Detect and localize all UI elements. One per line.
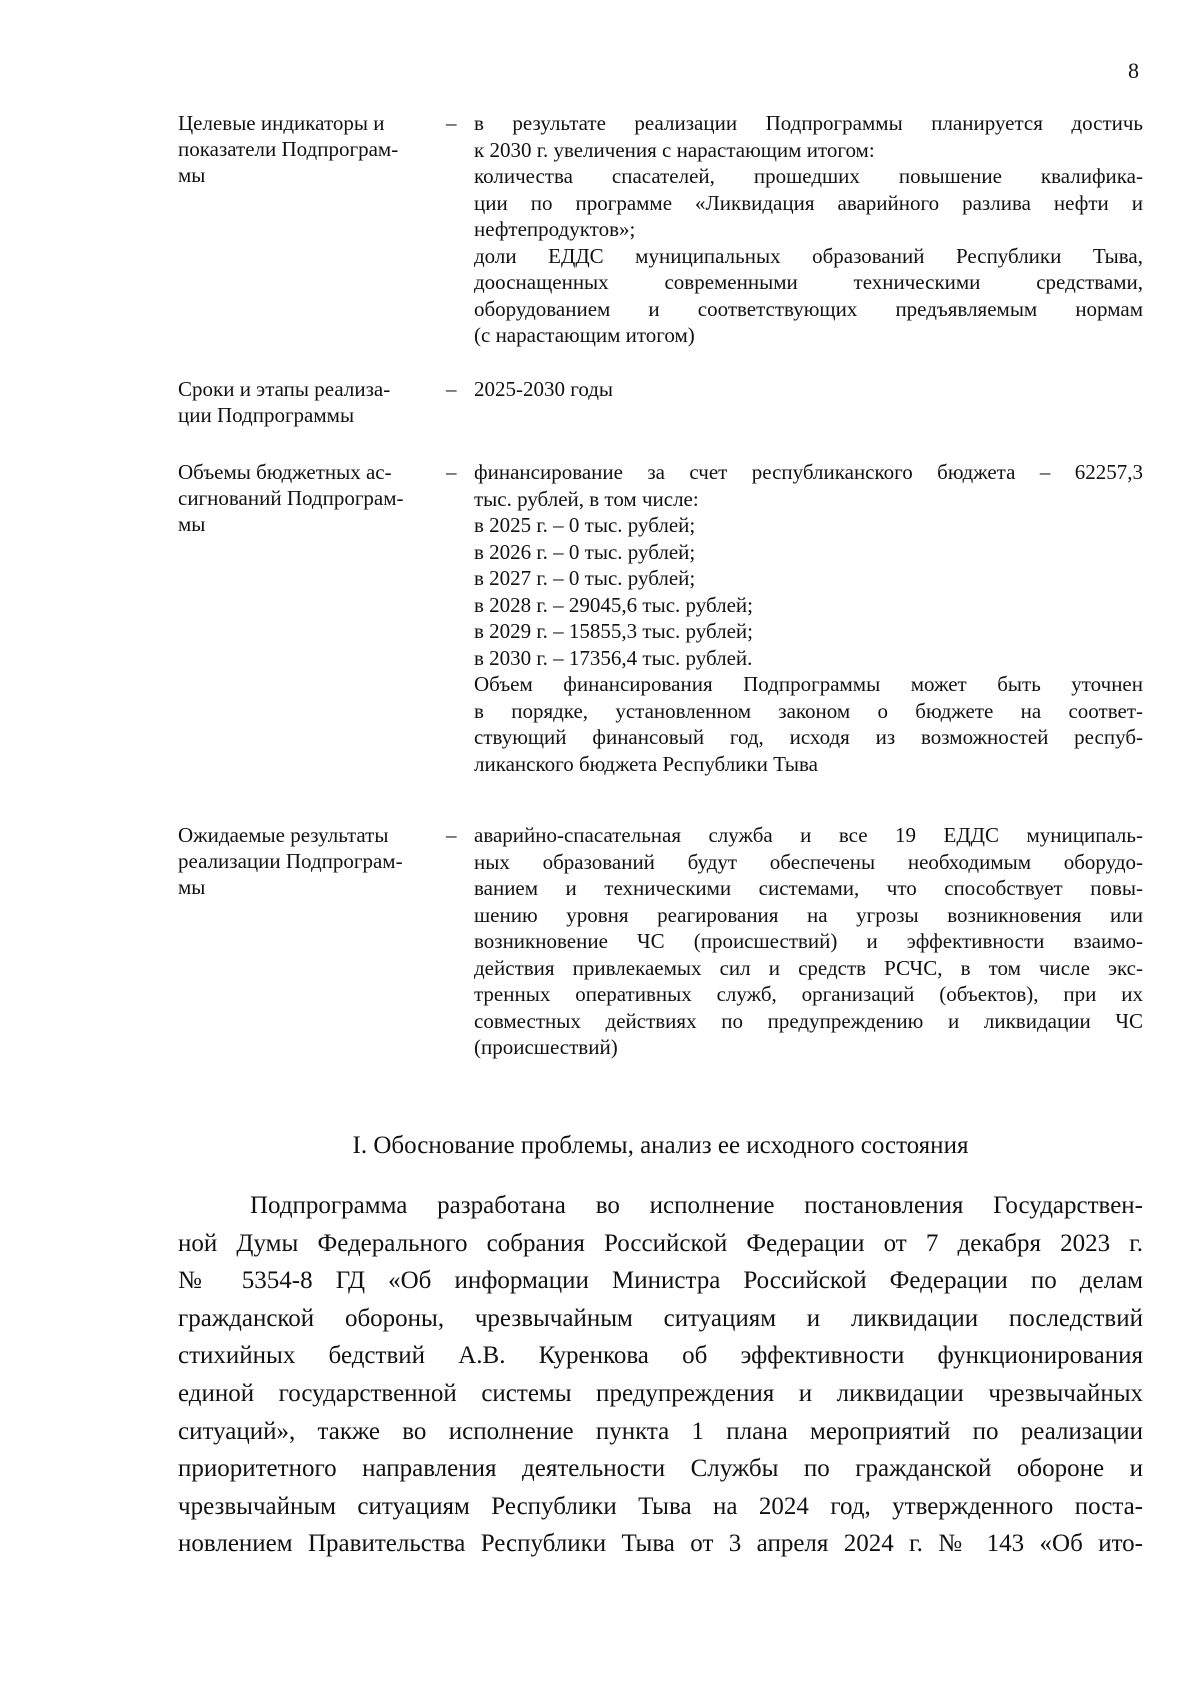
passport-row-budget — [178, 459, 1143, 822]
label-line: Объемы бюджетных ас- — [178, 460, 392, 484]
row-label — [178, 822, 446, 1061]
row-value — [474, 110, 1143, 376]
row-label — [178, 459, 446, 822]
row-value — [474, 459, 1143, 822]
body-line: Подпрограмма разработана во исполнение постановления Государствен- — [250, 1192, 1143, 1219]
row-dash: – — [446, 377, 457, 401]
value-line: ствующий финансовый год, исходя из возможностей респуб- — [474, 725, 1143, 749]
value-line: в 2030 г. – 17356,4 тыс. рублей. — [474, 645, 753, 670]
label-line: мы — [178, 875, 206, 899]
value-line: финансирование за счет республиканского бюджета – 62257,3 — [474, 460, 1143, 484]
value-line: в 2027 г. – 0 тыс. рублей; — [474, 566, 696, 590]
row-label — [178, 376, 446, 459]
value-line: доли ЕДДС муниципальных образований Республики Тыва, — [474, 243, 1143, 268]
body-line: единой государственной системы предупреждения и ликвидации чрезвычайных — [178, 1379, 1143, 1407]
label-line: показатели Подпрограм- — [178, 137, 399, 161]
value-line: количества спасателей, прошедших повышение квалифика- — [474, 164, 1143, 188]
body-line: чрезвычайным ситуациям Республики Тыва на 2024 год, утвержденного поста- — [178, 1492, 1143, 1520]
label-line: Целевые индикаторы и — [178, 111, 385, 135]
value-line: шению уровня реагирования на угрозы возникновения или — [474, 902, 1143, 927]
value-line: в результате реализации Подпрограммы планируется достичь — [474, 111, 1143, 135]
value-line: нефтепродуктов»; — [474, 217, 636, 241]
row-label — [178, 110, 446, 376]
label-line: Ожидаемые результаты — [178, 823, 389, 847]
value-line: тыс. рублей, в том числе: — [474, 486, 699, 511]
passport-row-timeframe — [178, 376, 1143, 459]
body-line: ной Думы Федерального собрания Российской Федерации от 7 декабря 2023 г. — [178, 1229, 1143, 1257]
value-line: совместных действиях по предупреждению и ликвидации ЧС — [474, 1008, 1143, 1033]
value-line: дооснащенных современными техническими средствами, — [474, 270, 1143, 294]
label-line: мы — [178, 512, 206, 536]
value-line: ванием и техническими системами, что способствует повы- — [474, 876, 1143, 900]
value-line: Объем финансирования Подпрограммы может быть уточнен — [474, 672, 1143, 696]
body-line: стихийных бедствий А.В. Куренкова об эффективности функционирования — [178, 1342, 1143, 1370]
row-dash: – — [446, 460, 457, 484]
passport-row-results — [178, 822, 1143, 1061]
label-line: реализации Подпрограм- — [178, 849, 403, 873]
value-line: возникновение ЧС (происшествий) и эффективности взаимо- — [474, 929, 1143, 953]
value-line: в 2028 г. – 29045,6 тыс. рублей; — [474, 592, 753, 617]
value-line: в 2029 г. – 15855,3 тыс. рублей; — [474, 619, 753, 643]
value-line: к 2030 г. увеличения с нарастающим итогом: — [474, 137, 875, 162]
body-line: приоритетного направления деятельности Службы по гражданской обороне и — [178, 1455, 1143, 1483]
body-line: № 5354-8 ГД «Об информации Министра Российской Федерации по делам — [178, 1267, 1143, 1295]
label-line: Сроки и этапы реализа- — [178, 377, 391, 401]
body-line: гражданской обороны, чрезвычайным ситуациям и ликвидации последствий — [178, 1304, 1143, 1332]
row-dash: – — [446, 823, 457, 847]
subprogram-passport-table — [178, 110, 1143, 1061]
passport-row-indicators — [178, 110, 1143, 376]
body-line: ситуаций», также во исполнение пункта 1 плана мероприятий по реализации — [178, 1417, 1143, 1445]
value-line: 2025-2030 годы — [474, 377, 614, 401]
row-dash: – — [446, 111, 457, 135]
label-line: ции Подпрограммы — [178, 403, 355, 427]
row-value — [474, 376, 1143, 459]
label-line: мы — [178, 163, 206, 187]
value-line: в 2026 г. – 0 тыс. рублей; — [474, 539, 696, 564]
body-line: новлением Правительства Республики Тыва от 3 апреля 2024 г. № 143 «Об ито- — [178, 1530, 1143, 1558]
value-line: ликанского бюджета Республики Тыва — [474, 751, 818, 776]
value-line: в порядке, установленном законом о бюджете на соответ- — [474, 698, 1143, 723]
value-line: действия привлекаемых сил и средств РСЧС, в том числе экс- — [474, 955, 1143, 980]
value-line: (с нарастающим итогом) — [474, 323, 695, 347]
value-line: ных образований будут обеспечены необходимым оборудо- — [474, 849, 1143, 874]
value-line: тренных оперативных служб, организаций (объектов), при их — [474, 982, 1143, 1006]
page-number: 8 — [1128, 58, 1139, 83]
value-line: оборудованием и соответствующих предъявляемым нормам — [474, 296, 1143, 321]
label-line: сигнований Подпрограм- — [178, 486, 404, 510]
value-line: ции по программе «Ликвидация аварийного разлива нефти и — [474, 190, 1143, 215]
value-line: (происшествий) — [474, 1035, 618, 1059]
value-line: аварийно-спасательная служба и все 19 ЕДДС муниципаль- — [474, 823, 1143, 847]
value-line: в 2025 г. – 0 тыс. рублей; — [474, 513, 696, 537]
row-value — [474, 822, 1143, 1061]
body-paragraph — [178, 1187, 1143, 1563]
section-title: I. Обоснование проблемы, анализ ее исходного состояния — [352, 1132, 969, 1159]
